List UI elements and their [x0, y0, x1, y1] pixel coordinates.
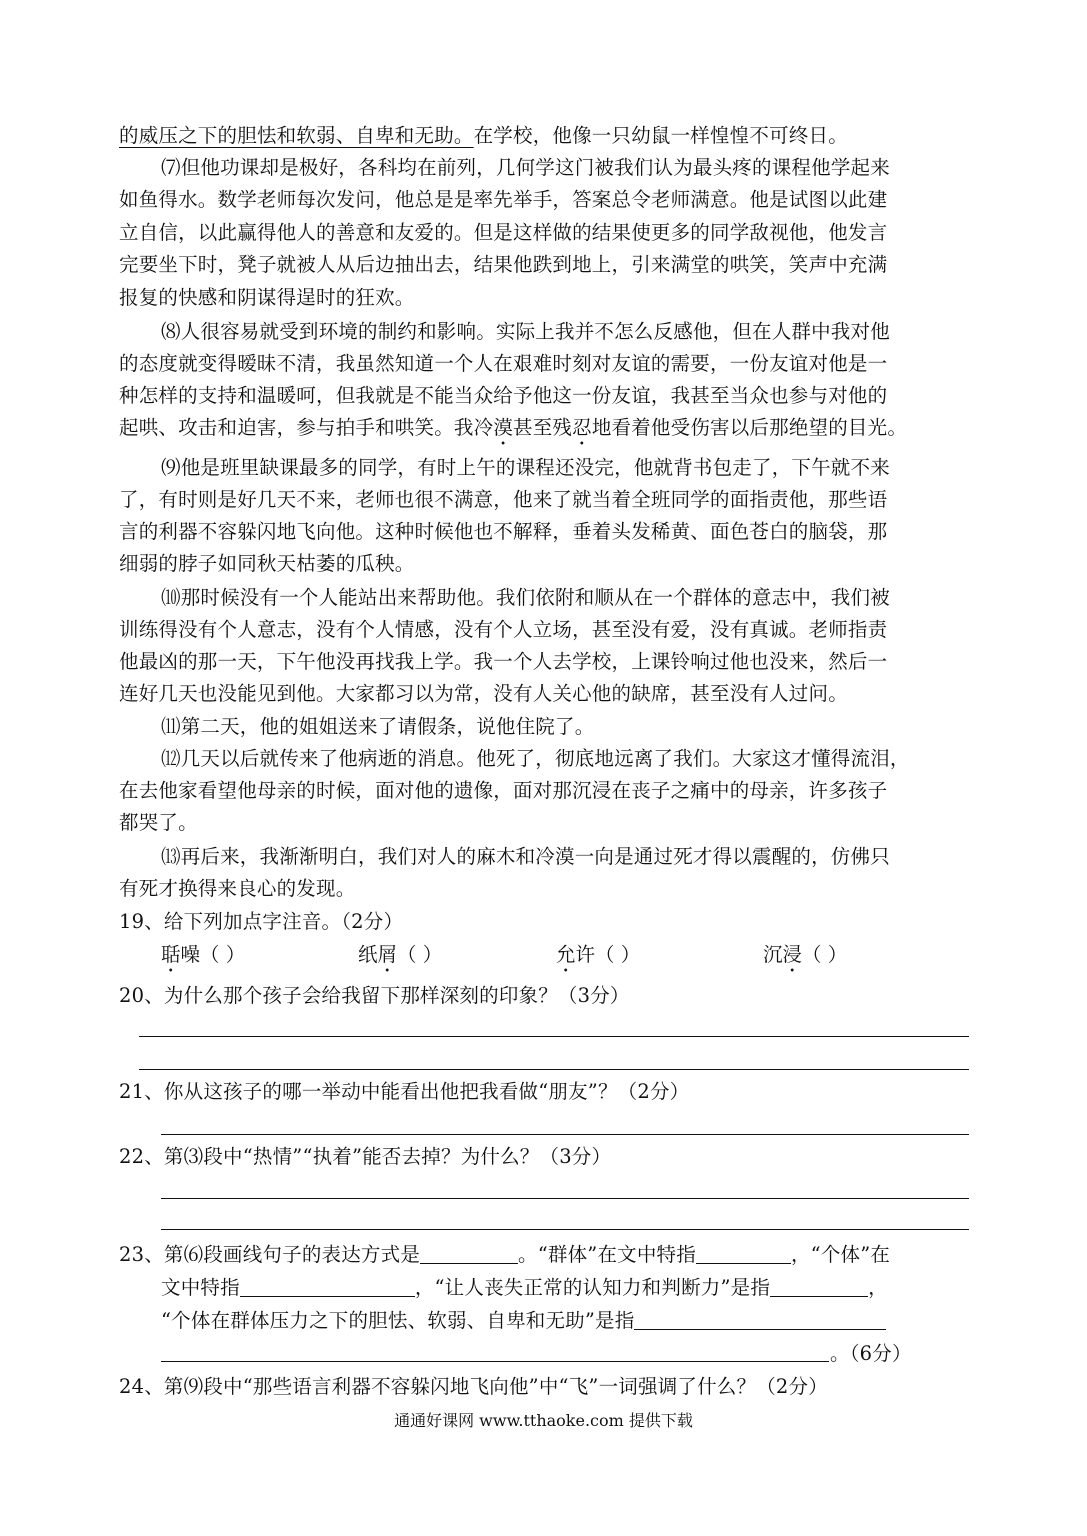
paragraph-8-line: ⑻人很容易就受到环境的制约和影响。实际上我并不怎么反感他，但在人群中我对他 [161, 320, 890, 343]
text-span: ， [868, 1276, 888, 1299]
paragraph-9-line: 言的利器不容躲闪地飞向他。这种时候他也不解释，垂着头发稀黄、面色苍白的脑袋，那 [119, 520, 888, 543]
text-span: 文中特指 [161, 1276, 240, 1299]
paragraph-10-line: 训练得没有个人意志，没有个人情感，没有个人立场，甚至没有爱，没有真诚。老师指责 [119, 618, 888, 641]
paragraph-6-rest: 在学校，他像一只幼鼠一样惶惶不可终日。 [473, 124, 848, 147]
fill-blank[interactable] [770, 1276, 868, 1297]
text-span: 噪（ ） [180, 943, 246, 966]
question-24: 24、第⑼段中“那些语言利器不容躲闪地飞向他”中“飞”一词强调了什么？（2分） [119, 1375, 828, 1398]
paragraph-10-line: 连好几天也没能见到他。大家都习以为常，没有人关心他的缺席，甚至没有人过问。 [119, 682, 848, 705]
answer-line[interactable] [139, 1036, 969, 1037]
fill-blank[interactable] [696, 1243, 791, 1264]
paragraph-9-line: 了，有时则是好几天不来，老师也很不满意，他来了就当着全班同学的面指责他，那些语 [119, 488, 888, 511]
paragraph-8-line: 的态度就变得暧昧不清，我虽然知道一个人在艰难时刻对友谊的需要，一份友谊对他是一 [119, 352, 888, 375]
question-20: 20、为什么那个孩子会给我留下那样深刻的印象？（3分） [119, 984, 630, 1007]
answer-line[interactable] [139, 1069, 969, 1070]
paragraph-6-end [119, 122, 979, 150]
text-span: 许（ ） [575, 943, 641, 966]
paragraph-11: ⑾第二天，他的姐姐送来了请假条，说他住院了。 [161, 715, 595, 738]
pinyin-item [358, 941, 442, 977]
answer-line[interactable] [161, 1361, 829, 1362]
question-23-score: 。（6分） [830, 1342, 912, 1365]
text-span: ，“个体”在 [790, 1243, 891, 1266]
paragraph-9-line: 细弱的脖子如同秋天枯萎的瓜秧。 [119, 552, 415, 575]
question-23-line-3 [161, 1307, 1021, 1335]
question-23-line-2 [161, 1274, 979, 1302]
text-span: 起哄、攻击和迫害，参与拍手和哄笑。我冷 [119, 416, 494, 439]
dotted-char: 屑 [377, 943, 398, 966]
text-span: 纸 [358, 943, 378, 966]
dotted-char: 浸 [782, 943, 803, 966]
paragraph-13-line: 有死才换得来良心的发现。 [119, 877, 356, 900]
question-22: 22、第⑶段中“热情”“执着”能否去掉？为什么？（3分） [119, 1145, 612, 1168]
text-span: 23、第⑹段画线句子的表达方式是 [119, 1243, 421, 1266]
underlined-sentence: 的威压之下的胆怯和软弱、自卑和无助。 [119, 124, 474, 147]
paragraph-7-line: 如鱼得水。数学老师每次发问，他总是是率先举手，答案总令老师满意。他是试图以此建 [119, 188, 888, 211]
pinyin-item [161, 941, 245, 977]
fill-blank[interactable] [634, 1309, 886, 1330]
answer-line[interactable] [161, 1229, 969, 1230]
pinyin-item [556, 941, 640, 977]
pinyin-item [763, 941, 847, 977]
dotted-char: 忍 [572, 416, 592, 439]
paragraph-12-line: ⑿几天以后就传来了他病逝的消息。他死了，彻底地远离了我们。大家这才懂得流泪， [161, 747, 910, 770]
paragraph-9-line: ⑼他是班里缺课最多的同学，有时上午的课程还没完，他就背书包走了，下午就不来 [161, 456, 890, 479]
paragraph-7-line: 完要坐下时，凳子就被人从后边抽出去，结果他跌到地上，引来满堂的哄笑，笑声中充满 [119, 253, 888, 276]
paragraph-13-line: ⒀再后来，我渐渐明白，我们对人的麻木和冷漠一向是通过死才得以震醒的，仿佛只 [161, 845, 890, 868]
answer-line[interactable] [161, 1198, 969, 1199]
answer-line[interactable] [161, 1134, 969, 1135]
paragraph-7-line: 立自信，以此赢得他人的善意和友爱的。但是这样做的结果使更多的同学敌视他，他发言 [119, 221, 888, 244]
text-span: ，“让人丧失正常的认知力和判断力”是指 [414, 1276, 771, 1299]
text-span: 地看着他受伤害以后那绝望的目光。 [591, 416, 908, 439]
question-23-line-1 [119, 1241, 979, 1269]
text-span: 沉 [763, 943, 783, 966]
paragraph-12-line: 在去他家看望他母亲的时候，面对他的遗像，面对那沉浸在丧子之痛中的母亲，许多孩子 [119, 779, 888, 802]
paragraph-7-line: ⑺但他功课却是极好，各科均在前列，几何学这门被我们认为最头疼的课程他学起来 [161, 156, 890, 179]
dotted-char: 聒 [161, 943, 181, 966]
text-span: 。“群体”在文中特指 [518, 1243, 696, 1266]
paragraph-8-last-line [119, 414, 979, 450]
text-span: 甚至残 [513, 416, 573, 439]
text-span: “个体在群体压力之下的胆怯、软弱、自卑和无助”是指 [161, 1309, 635, 1332]
paragraph-10-line: 他最凶的那一天，下午他没再找我上学。我一个人去学校，上课铃响过他也没来，然后一 [119, 650, 888, 673]
paragraph-10-line: ⑽那时候没有一个人能站出来帮助他。我们依附和顺从在一个群体的意志中，我们被 [161, 586, 890, 609]
text-span: （ ） [397, 943, 443, 966]
paragraph-12-line: 都哭了。 [119, 811, 198, 834]
dotted-char: 漠 [493, 416, 514, 439]
question-19: 19、给下列加点字注音。（2分） [119, 910, 404, 933]
paragraph-7-line: 报复的快感和阴谋得逞时的狂欢。 [119, 286, 415, 309]
text-span: （ ） [802, 943, 848, 966]
fill-blank[interactable] [420, 1243, 518, 1264]
page-footer: 通通好课网 www.tthaoke.com 提供下载 [394, 1411, 693, 1430]
fill-blank[interactable] [240, 1276, 415, 1297]
paragraph-8-line: 种怎样的支持和温暖呵，但我就是不能当众给予他这一份友谊，我甚至当众也参与对他的 [119, 384, 888, 407]
dotted-char: 允 [556, 943, 576, 966]
question-21: 21、你从这孩子的哪一举动中能看出他把我看做“朋友”？（2分） [119, 1080, 690, 1103]
